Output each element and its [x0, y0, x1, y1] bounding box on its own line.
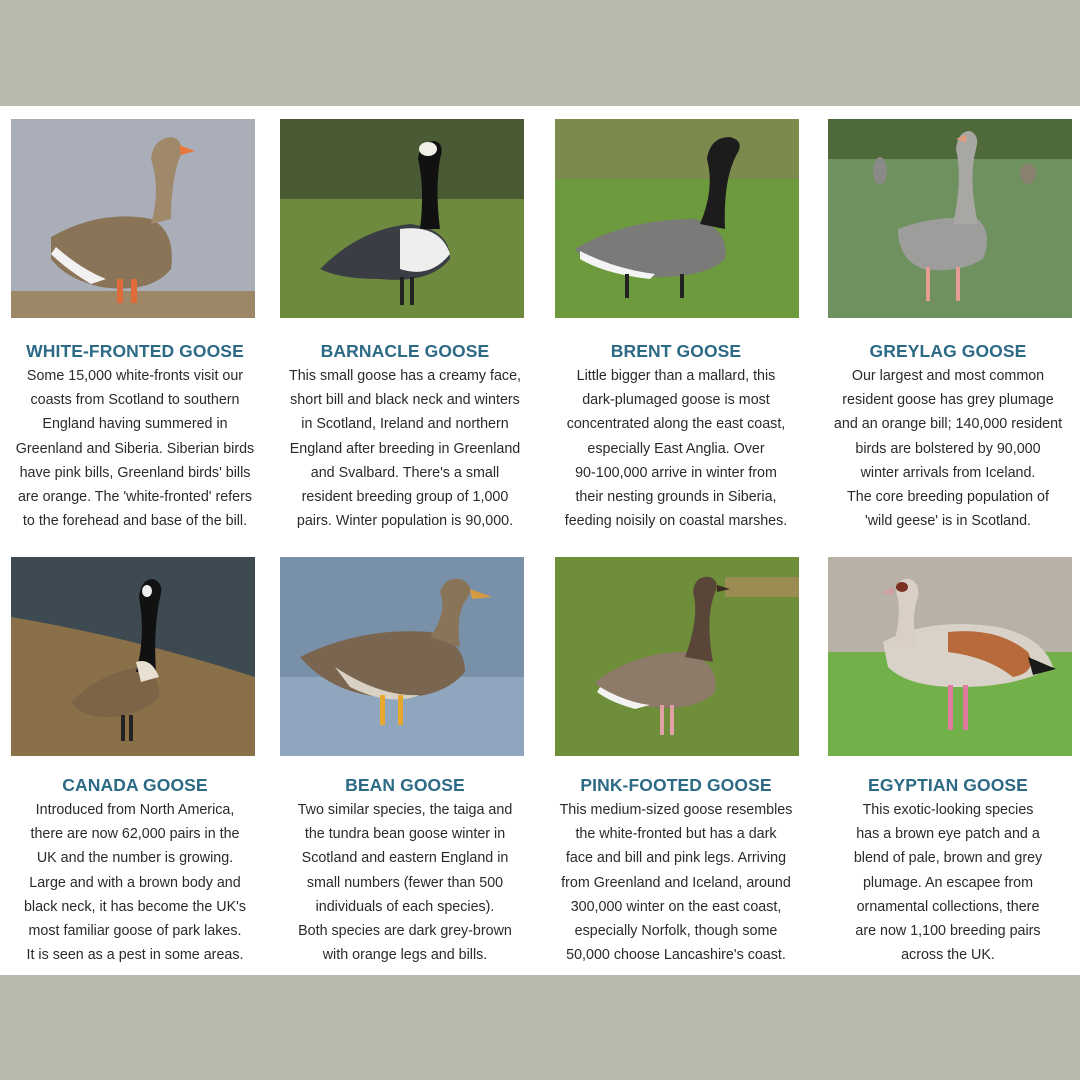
description-line: the white-fronted but has a dark — [575, 826, 777, 843]
goose-title: CANADA GOOSE — [62, 775, 208, 795]
white-fronted-goose-photo — [11, 119, 255, 318]
description-line: ornamental collections, there — [856, 898, 1040, 915]
description-line: have pink bills, Greenland birds' bills — [19, 464, 251, 481]
description-line: Two similar species, the taiga and — [297, 802, 513, 818]
greylag-goose-photo — [828, 119, 1072, 318]
description-line: their nesting grounds in Siberia, — [575, 489, 777, 506]
description-line: Our largest and most common — [851, 368, 1045, 384]
description-line: This exotic-looking species — [862, 802, 1034, 818]
description-line: This small goose has a creamy face, — [288, 368, 522, 384]
goose-title: EGYPTIAN GOOSE — [868, 775, 1028, 795]
description-line: winter arrivals from Iceland. — [860, 464, 1036, 481]
description-line: Large and with a brown body and — [29, 874, 241, 891]
description-line: most familiar goose of park lakes. — [28, 923, 242, 940]
description-line: feeding noisily on coastal marshes. — [564, 513, 788, 530]
goose-title: BEAN GOOSE — [345, 775, 465, 795]
description-line: Greenland and Siberia. Siberian birds — [15, 440, 255, 457]
description-line: the tundra bean goose winter in — [304, 826, 506, 843]
goose-description — [0, 364, 270, 533]
description-line: England having summered in — [42, 416, 228, 433]
goose-title: PINK-FOOTED GOOSE — [580, 775, 772, 795]
goose-description — [541, 798, 811, 967]
description-line: with orange legs and bills. — [322, 947, 488, 964]
description-line: are now 1,100 breeding pairs — [855, 923, 1041, 940]
description-line: Some 15,000 white-fronts visit our — [26, 368, 244, 384]
description-line: small numbers (fewer than 500 — [306, 874, 504, 891]
description-line: 90-100,000 arrive in winter from — [575, 464, 777, 481]
description-line: especially Norfolk, though some — [574, 923, 778, 940]
description-line: England after breeding in Greenland — [289, 440, 521, 457]
description-line: face and bill and pink legs. Arriving — [565, 850, 787, 867]
description-line: coasts from Scotland to southern — [30, 392, 240, 409]
goose-description — [270, 798, 540, 967]
description-line: 300,000 winter on the east coast, — [570, 898, 782, 915]
goose-description — [813, 364, 1080, 533]
bean-goose-photo — [280, 557, 524, 756]
description-line: and Svalbard. There's a small — [310, 464, 500, 481]
goose-title: GREYLAG GOOSE — [869, 341, 1027, 361]
description-line: Little bigger than a mallard, this — [576, 368, 776, 384]
description-line: from Greenland and Iceland, around — [561, 874, 791, 891]
description-line: black neck, it has become the UK's — [23, 898, 247, 915]
description-line: It is seen as a pest in some areas. — [26, 947, 244, 964]
description-line: and an orange bill; 140,000 resident — [833, 416, 1063, 433]
description-line: short bill and black neck and winters — [290, 392, 520, 409]
goose-title: WHITE-FRONTED GOOSE — [26, 341, 244, 361]
description-line: individuals of each species). — [315, 898, 495, 915]
description-line: concentrated along the east coast, — [566, 416, 786, 433]
goose-description — [813, 798, 1080, 967]
goose-description — [270, 364, 540, 533]
description-line: plumage. An escapee from — [862, 874, 1034, 891]
description-line: across the UK. — [901, 947, 995, 964]
description-line: in Scotland, Ireland and northern — [301, 416, 509, 433]
description-line: there are now 62,000 pairs in the — [30, 826, 240, 843]
brent-goose-photo — [555, 119, 799, 318]
goose-description — [541, 364, 811, 533]
goose-title: BRENT GOOSE — [610, 341, 742, 361]
description-line: resident goose has grey plumage — [842, 392, 1054, 409]
barnacle-goose-photo — [280, 119, 524, 318]
description-line: to the forehead and base of the bill. — [22, 513, 248, 530]
description-line: resident breeding group of 1,000 — [301, 489, 509, 506]
goose-description — [0, 798, 270, 967]
description-line: The core breeding population of — [847, 489, 1049, 506]
pink-footed-goose-photo — [555, 557, 799, 756]
description-line: are orange. The 'white-fronted' refers — [17, 489, 253, 506]
description-line: dark-plumaged goose is most — [582, 392, 770, 409]
description-line: Scotland and eastern England in — [301, 850, 509, 867]
goose-title: BARNACLE GOOSE — [320, 341, 490, 361]
description-line: birds are bolstered by 90,000 — [855, 440, 1041, 457]
description-line: UK and the number is growing. — [36, 850, 234, 867]
description-line: especially East Anglia. Over — [587, 440, 765, 457]
description-line: This medium-sized goose resembles — [559, 802, 793, 818]
description-line: Introduced from North America, — [35, 802, 235, 818]
description-line: pairs. Winter population is 90,000. — [296, 513, 514, 530]
egyptian-goose-photo — [828, 557, 1072, 756]
canada-goose-photo — [11, 557, 255, 756]
description-line: Both species are dark grey-brown — [298, 923, 512, 940]
description-line: has a brown eye patch and a — [856, 826, 1040, 843]
description-line: 'wild geese' is in Scotland. — [865, 513, 1031, 530]
description-line: 50,000 choose Lancashire's coast. — [566, 947, 786, 964]
description-line: blend of pale, brown and grey — [853, 850, 1043, 867]
